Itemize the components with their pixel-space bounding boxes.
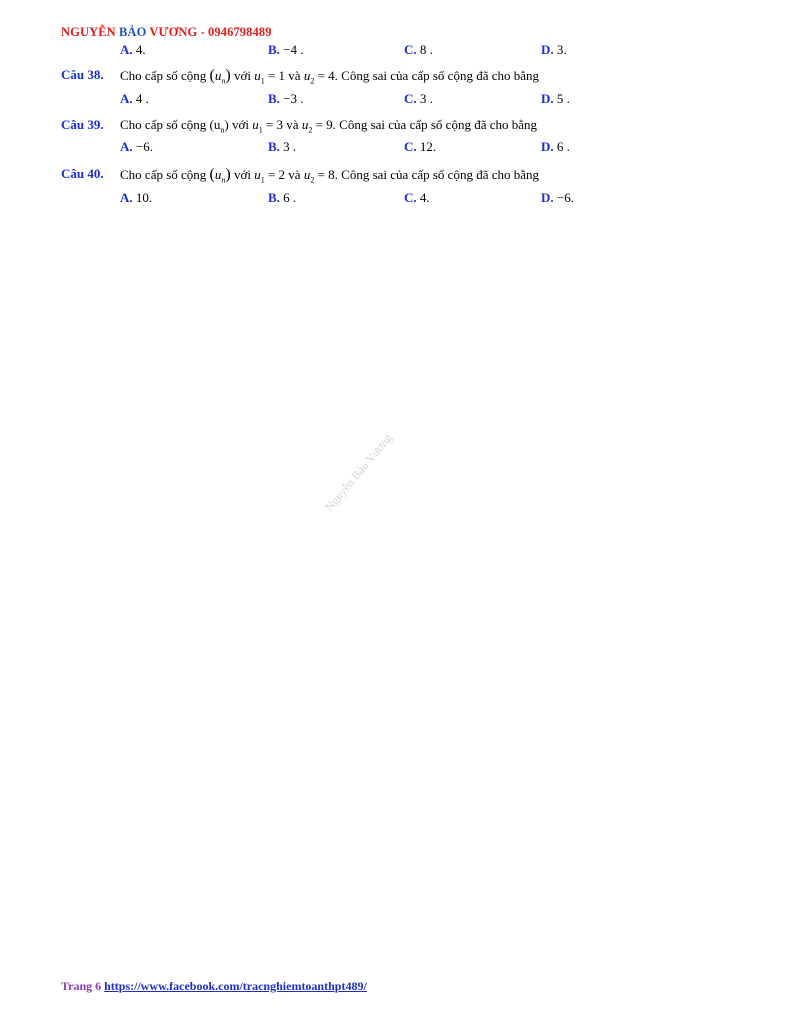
question-38: [0, 67, 792, 85]
watermark: Nguyễn Bảo Vương: [322, 430, 395, 514]
header-name-part3: VƯƠNG - 0946798489: [146, 25, 272, 39]
question-39: [0, 117, 792, 135]
option-c[interactable]: C. 12.: [404, 139, 437, 154]
option-b[interactable]: B. −4 .: [268, 42, 304, 57]
question-number: Câu 39.: [61, 117, 104, 132]
question-text: Cho cấp số cộng $(u_n)$ với $u_1 = 2$ và $u_2 = 8$. Công sai của cấp số cộng đã cho bằng: [120, 166, 540, 185]
question-number: Câu 40.: [61, 166, 104, 181]
option-a[interactable]: A. 10.: [120, 190, 153, 205]
option-a[interactable]: A. 4.: [120, 42, 146, 57]
option-b[interactable]: B. 6 .: [268, 190, 297, 205]
option-c[interactable]: C. 3 .: [404, 91, 433, 106]
option-d[interactable]: D. −6.: [541, 190, 574, 205]
question-38-options: [0, 91, 792, 107]
page-header: [61, 25, 272, 40]
option-b[interactable]: B. −3 .: [268, 91, 304, 106]
question-text: Cho cấp số cộng $(u_n)$ với $u_1 = 1$ và $u_2 = 4$. Công sai của cấp số cộng đã cho bằng: [120, 67, 540, 86]
option-a[interactable]: A. −6.: [120, 139, 153, 154]
header-name-part2: BẢO: [119, 25, 147, 39]
option-d[interactable]: D. 5 .: [541, 91, 570, 106]
question-40: [0, 166, 792, 184]
header-name-part1: NGUYỄN: [61, 25, 119, 39]
question-text: Cho cấp số cộng $(u_n)$ với $u_1 = 3$ và $u_2 = 9$. Công sai của cấp số cộng đã cho bằng: [120, 117, 538, 135]
page-footer: [61, 979, 367, 994]
option-c[interactable]: C. 4.: [404, 190, 430, 205]
option-d[interactable]: D. 3.: [541, 42, 567, 57]
question-40-options: [0, 190, 792, 206]
page-number: Trang 6: [61, 979, 105, 993]
option-c[interactable]: C. 8 .: [404, 42, 433, 57]
question-number: Câu 38.: [61, 67, 104, 82]
option-a[interactable]: A. 4 .: [120, 91, 149, 106]
prev-question-options: [0, 42, 792, 58]
question-39-options: [0, 139, 792, 155]
option-b[interactable]: B. 3 .: [268, 139, 297, 154]
option-d[interactable]: D. 6 .: [541, 139, 570, 154]
facebook-link[interactable]: https://www.facebook.com/tracnghiemtoanthpt489/: [104, 979, 367, 993]
